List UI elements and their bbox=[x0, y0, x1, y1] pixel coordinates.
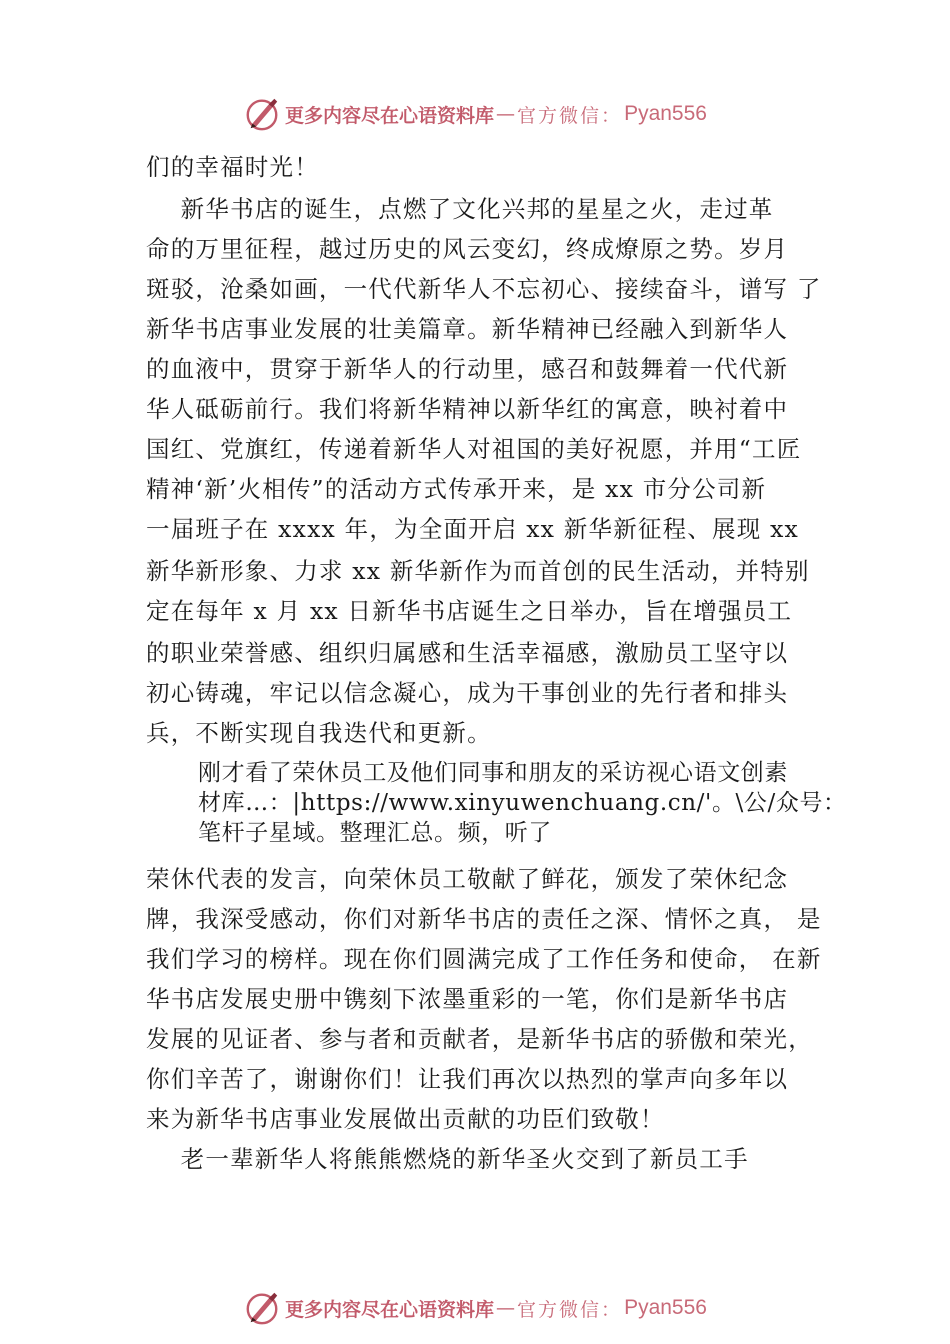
body-line: 新华新形象、力求 xx 新华新作为而首创的民生活动，并特别 bbox=[146, 557, 810, 585]
header-separator: — bbox=[496, 103, 516, 125]
body-line: 我们学习的榜样。现在你们圆满完成了工作任务和使命， 在新 bbox=[146, 945, 822, 973]
body-line: 定在每年 x 月 xx 日新华书店诞生之日举办，旨在增强员工 bbox=[146, 597, 793, 625]
pen-logo-icon bbox=[243, 1289, 281, 1327]
body-line: 们的幸福时光！ bbox=[146, 153, 319, 181]
body-line: 国红、党旗红，传递着新华人对祖国的美好祝愿，并用“工匠 bbox=[146, 435, 802, 463]
body-line: 发展的见证者、参与者和贡献者，是新华书店的骄傲和荣光， bbox=[146, 1025, 813, 1053]
body-line: 的职业荣誉感、组织归属感和生活幸福感，激励员工坚守以 bbox=[146, 639, 789, 667]
body-line: 新华书店事业发展的壮美篇章。新华精神已经融入到新华人 bbox=[146, 315, 789, 343]
body-line: 你们辛苦了，谢谢你们！让我们再次以热烈的掌声向多年以 bbox=[146, 1065, 789, 1093]
body-line: 牌，我深受感动，你们对新华书店的责任之深、情怀之真， 是 bbox=[146, 905, 822, 933]
header-official: 官方微信： bbox=[517, 104, 623, 127]
pen-logo-icon bbox=[243, 95, 281, 133]
watermark-line: 笔杆子星域。整理汇总。频，听了 bbox=[198, 820, 552, 846]
body-line: 一届班子在 xxxx 年，为全面开启 xx 新华新征程、展现 xx bbox=[146, 515, 799, 543]
body-line: 精神‘新’火相传”的活动方式传承开来，是 xx 市分公司新 bbox=[146, 475, 767, 503]
body-line: 华人砥砺前行。我们将新华精神以新华红的寓意，映衬着中 bbox=[146, 395, 789, 423]
footer-banner bbox=[0, 1288, 950, 1328]
body-line: 老一辈新华人将熊熊燃烧的新华圣火交到了新员工手 bbox=[146, 1145, 749, 1173]
header-wechat-id: Pyan556 bbox=[624, 102, 707, 125]
body-line: 来为新华书店事业发展做出贡献的功臣们致敬！ bbox=[146, 1105, 665, 1133]
footer-title: 更多内容尽在心语资料库 bbox=[285, 1298, 495, 1321]
body-line: 初心铸魂，牢记以信念凝心，成为干事创业的先行者和排头 bbox=[146, 679, 789, 707]
body-line: 的血液中，贯穿于新华人的行动里，感召和鼓舞着一代代新 bbox=[146, 355, 789, 383]
body-line: 命的万里征程，越过历史的风云变幻，终成燎原之势。岁月 bbox=[146, 235, 789, 263]
footer-separator: — bbox=[496, 1297, 516, 1319]
footer-wechat-id: Pyan556 bbox=[624, 1296, 707, 1319]
watermark-line: 刚才看了荣休员工及他们同事和朋友的采访视心语文创素 bbox=[198, 760, 788, 786]
body-line: 新华书店的诞生，点燃了文化兴邦的星星之火，走过革 bbox=[146, 195, 774, 223]
body-line: 华书店发展史册中镌刻下浓墨重彩的一笔，你们是新华书店 bbox=[146, 985, 789, 1013]
watermark-link-line: 材库…：|https://www.xinyuwenchuang.cn/'。\公/众号： bbox=[198, 790, 847, 816]
body-line: 斑驳，沧桑如画，一代代新华人不忘初心、接续奋斗，谱写 了 bbox=[146, 275, 822, 303]
footer-official: 官方微信： bbox=[517, 1298, 623, 1321]
header-banner bbox=[0, 94, 950, 134]
header-title: 更多内容尽在心语资料库 bbox=[285, 104, 495, 127]
body-line: 荣休代表的发言，向荣休员工敬献了鲜花，颁发了荣休纪念 bbox=[146, 865, 789, 893]
body-line: 兵，不断实现自我迭代和更新。 bbox=[146, 719, 492, 747]
